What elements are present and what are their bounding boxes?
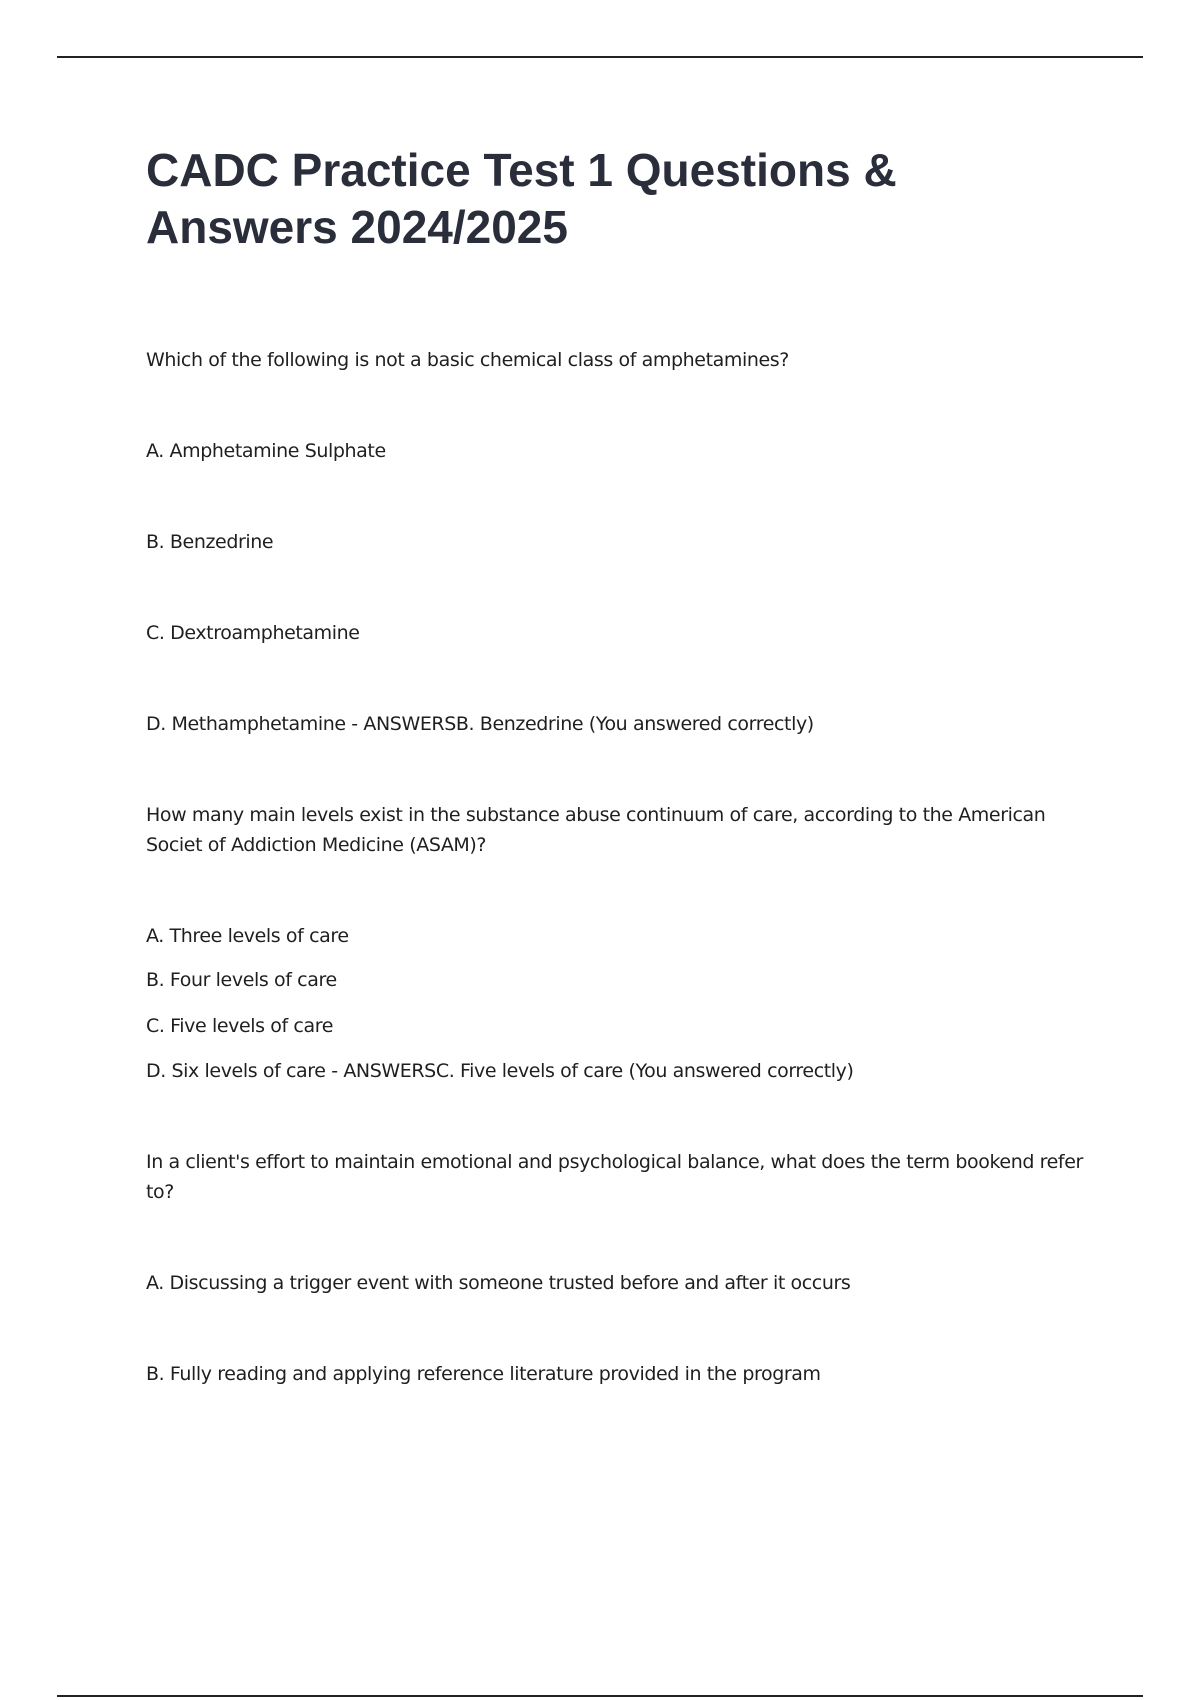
question-2-prompt: How many main levels exist in the substance abuse continuum of care, according to the American Societ of Addiction Medicine (ASAM)? bbox=[146, 804, 1046, 856]
top-divider bbox=[57, 56, 1143, 58]
question-1-option-d-answer: D. Methamphetamine - ANSWERSB. Benzedrine (You answered correctly) bbox=[146, 713, 814, 735]
question-2-option-b: B. Four levels of care bbox=[146, 969, 337, 991]
question-1-option-c: C. Dextroamphetamine bbox=[146, 622, 360, 644]
bottom-divider bbox=[57, 1695, 1143, 1697]
document-title: CADC Practice Test 1 Questions & Answers 2024/2025 bbox=[146, 144, 897, 253]
question-3-option-b: B. Fully reading and applying reference literature provided in the program bbox=[146, 1363, 821, 1385]
question-2-option-a: A. Three levels of care bbox=[146, 925, 349, 947]
question-1-option-b: B. Benzedrine bbox=[146, 531, 274, 553]
question-1-prompt: Which of the following is not a basic chemical class of amphetamines? bbox=[146, 349, 789, 371]
question-3-option-a: A. Discussing a trigger event with someone trusted before and after it occurs bbox=[146, 1272, 851, 1294]
question-2-option-c: C. Five levels of care bbox=[146, 1015, 333, 1037]
question-2-option-d-answer: D. Six levels of care - ANSWERSC. Five levels of care (You answered correctly) bbox=[146, 1060, 854, 1082]
question-1-option-a: A. Amphetamine Sulphate bbox=[146, 440, 386, 462]
question-3-prompt: In a client's effort to maintain emotional and psychological balance, what does the term bookend refer to? bbox=[146, 1151, 1083, 1203]
